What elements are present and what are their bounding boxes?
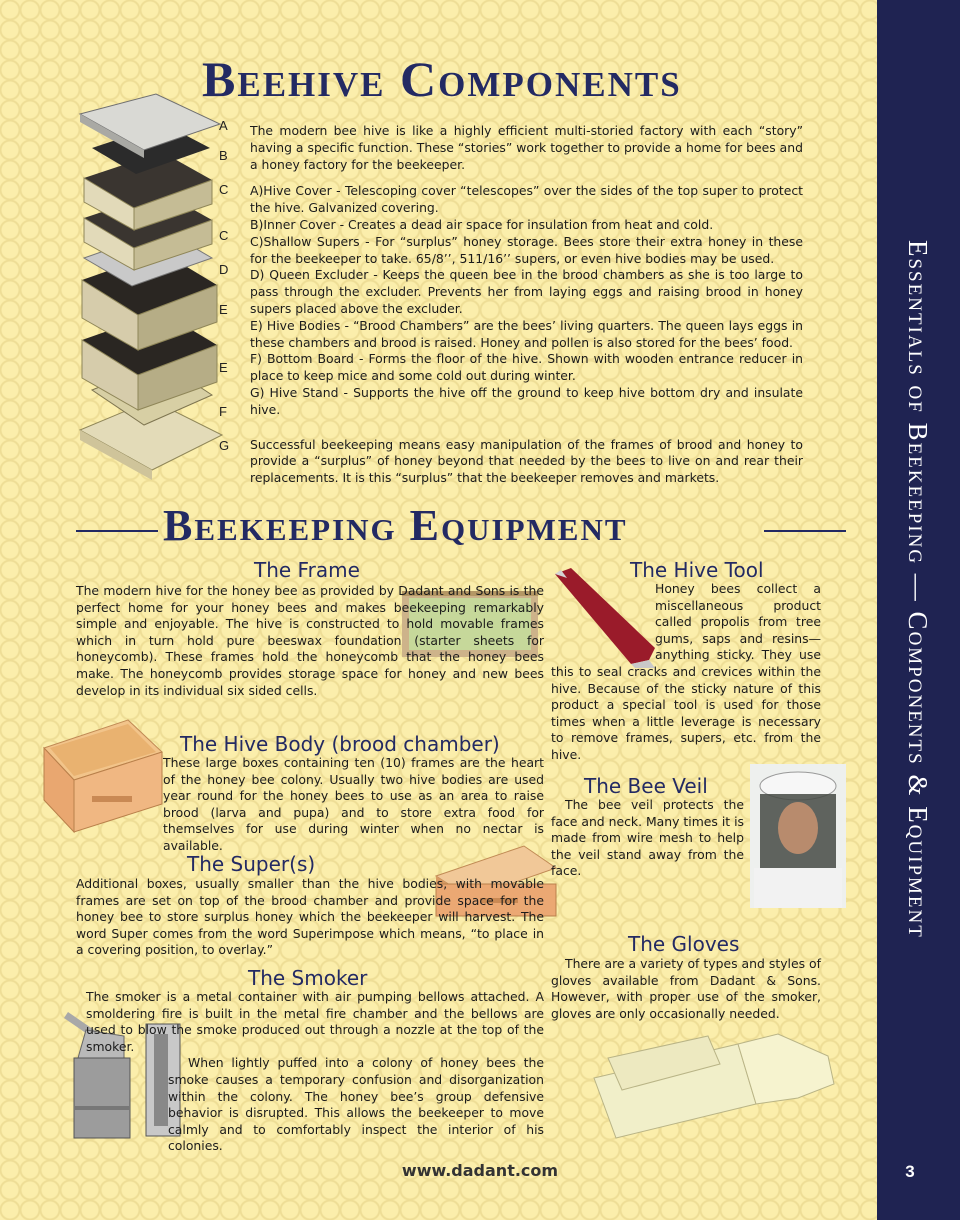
component-item: G) Hive Stand - Supports the hive off the ground to keep hive bottom dry and insulate hive. [250,384,803,417]
hive-tool-body: Honey bees collect a miscellaneous product called propolis from tree gums, saps and resins—anything sticky. They use this to seal cracks and crevices within the hive. Because of the sticky nature of this product a special tool is used for those times when a little leverage is necessary to remove frames, supers, etc. from the hive. [551,581,821,762]
frame-body: The modern hive for the honey bee as provided by Dadant and Sons is the perfect home for your honey bees and makes beekeeping remarkably simple and enjoyable. The hive is constructed to hold movable frames which in turn hold pure beeswax foundation (starter sheets for honeycomb). These frames hold the honeycomb that the honey bees make. The honeycomb provides storage space for honey and new bees develop in its individual six sided cells. [76,583,544,698]
smoker-text [86,989,544,1155]
hive-part-letter: G [219,438,230,453]
smoker-heading: The Smoker [248,966,368,990]
equipment-title: Beekeeping Equipment [163,501,628,550]
bee-veil-image [750,764,846,908]
hive-stack-illustration [72,100,232,480]
gloves-text [551,956,821,1022]
frame-heading: The Frame [254,558,360,582]
component-item: A)Hive Cover - Telescoping cover “telescopes” over the sides of the top super to protect the hive. Galvanized covering. [250,183,803,216]
hive-part-letter: E [219,360,228,375]
bee-veil-heading: The Bee Veil [584,774,708,798]
hive-part-letter: B [219,148,228,163]
page-number: 3 [905,1162,915,1181]
smoker-body-2: When lightly puffed into a colony of honey bees the smoke causes a temporary confusion and disorganization within the colony. The honey bee’s group defensive behavior is disrupted. This allows the beekeeper to move calmly and to comfortably inspect the interior of his colonies. [168,1055,544,1154]
hive-tool-heading: The Hive Tool [630,558,764,582]
hive-body-image [44,720,162,832]
hive-body-text [163,755,544,855]
component-item: D) Queen Excluder - Keeps the queen bee in the brood chambers as she is too large to pass through the excluder. Prevents her from laying eggs and raising brood in honey supers placed above the excluder. [250,267,803,316]
website-url[interactable]: www.dadant.com [401,1161,559,1180]
gloves-heading: The Gloves [628,932,740,956]
bee-veil-text [551,797,744,880]
hive-body-body: These large boxes containing ten (10) frames are the heart of the honey bee colony. Usually two hive bodies are used year round for the honey bees to use as an area to raise brood (larva and pupa) and to store extra food for themselves for use during winter when no nectar is available. [163,755,544,853]
title-rule-right [764,530,846,532]
components-text-block [250,123,803,495]
sidebar-title: Essentials of Beekeeping — Components & Equipment [903,240,933,939]
hive-part-letter: A [219,118,228,133]
components-closing: Successful beekeeping means easy manipulation of the frames of brood and honey to provide a “surplus” of honey beyond that needed by the bees to live on and rear their replacements. It is this “surplus” that the beekeeper removes and markets. [250,436,803,486]
hive-part-letter: C [219,182,229,197]
page-title: Beehive Components [202,51,682,107]
hive-part-letter: D [219,262,229,277]
component-item: E) Hive Bodies - “Brood Chambers” are the bees’ living quarters. The queen lays eggs in these chambers and brood is raised. Honey and pollen is also stored for the bees’ food. [250,317,803,350]
gloves-image [588,1034,834,1144]
components-intro: The modern bee hive is like a highly efficient multi-storied factory with each “story” having a specific function. These “stories” work together to provide a home for bees and a honey factory for the beekeeper. [250,123,803,172]
hive-tool-text [551,581,821,764]
super-body: Additional boxes, usually smaller than the hive bodies, with movable frames are set on top of the brood chamber and provide space for the honey bee to store surplus honey which the beekeeper will harvest. The word Super comes from the word Superimpose which means, “to place in a covering position, to overlay.” [76,876,544,958]
hive-part-letter: C [219,228,229,243]
hive-part-letter: F [219,404,227,419]
super-text [76,876,544,959]
title-rule-left [76,530,158,532]
components-list [250,183,803,418]
component-item: B)Inner Cover - Creates a dead air space for insulation from heat and cold. [250,216,714,232]
component-item: F) Bottom Board - Forms the floor of the hive. Shown with wooden entrance reducer in place to keep mice and some cold out during winter. [250,351,803,384]
bee-veil-body: The bee veil protects the face and neck. Many times it is made from wire mesh to help the veil stand away from the face. [551,797,744,879]
smoker-body-1: The smoker is a metal container with air pumping bellows attached. A smoldering fire is built in the metal fire chamber and the bellows are used to blow the smoke produced out through a nozzle at the top of the smoker. [86,989,544,1054]
super-heading: The Super(s) [187,852,316,876]
frame-text [76,583,544,699]
hive-part-letter: E [219,302,228,317]
hive-tool-wrap-spacer [551,581,655,663]
hive-body-heading: The Hive Body (brood chamber) [180,732,500,756]
component-item: C)Shallow Supers - For “surplus” honey storage. Bees store their extra honey in these for the beekeeper to take. 65/8’’, 511/16’’ supers, or even hive bodies may be used. [250,233,803,266]
gloves-body: There are a variety of types and styles of gloves available from Dadant & Sons. However, with proper use of the smoker, gloves are only occasionally needed. [551,956,821,1021]
